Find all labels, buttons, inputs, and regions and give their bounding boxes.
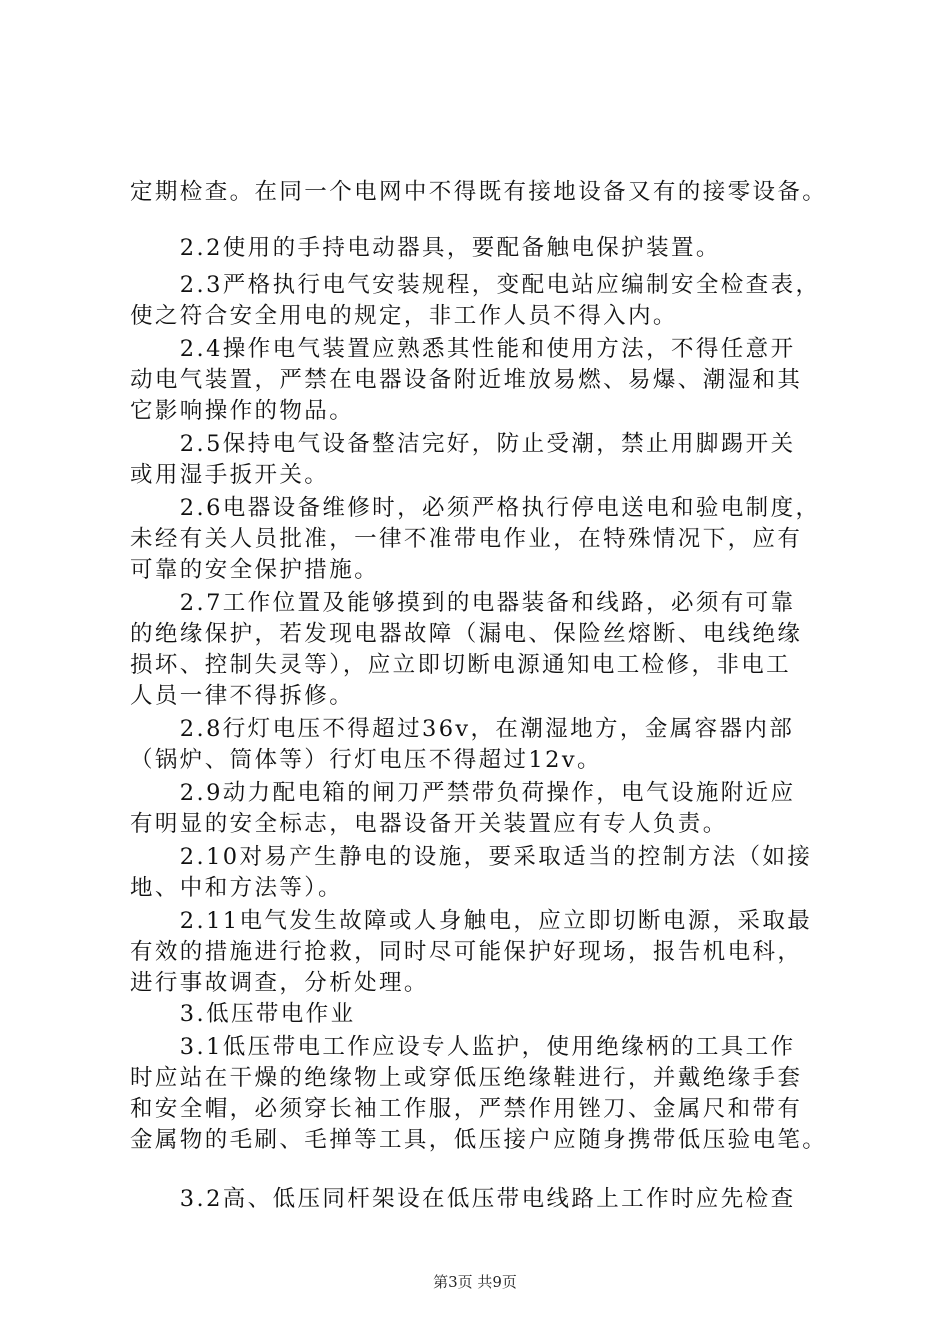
text-line: 时应站在干燥的绝缘物上或穿低压绝缘鞋进行，并戴绝缘手套 [130,1065,803,1091]
text-line: 2.8行灯电压不得超过36v，在潮湿地方，金属容器内部 [130,716,795,742]
text-line: 人员一律不得拆修。 [130,683,355,709]
text-line: 2.5保持电气设备整洁完好，防止受潮，禁止用脚踢开关 [130,431,796,457]
text-line: 2.11电气发生故障或人身触电，应立即切断电源，采取最 [130,908,813,934]
text-line: 可靠的安全保护措施。 [130,557,380,583]
text-line: 或用湿手扳开关。 [130,462,330,488]
text-line: 和安全帽，必须穿长袖工作服，严禁作用锉刀、金属尺和带有 [130,1096,803,1122]
text-line: 2.10对易产生静电的设施，要采取适当的控制方法（如接 [130,844,813,870]
text-line: 定期检查。在同一个电网中不得既有接地设备又有的接零设备。 [130,179,828,205]
text-line: 进行事故调查，分析处理。 [130,970,429,996]
text-line: 的绝缘保护，若发现电器故障（漏电、保险丝熔断、电线绝缘 [130,621,803,647]
text-line: 2.2使用的手持电动器具，要配备触电保护装置。 [130,235,721,261]
text-line: 3.2高、低压同杆架设在低压带电线路上工作时应先检查 [130,1186,796,1212]
text-line: 2.3严格执行电气安装规程，变配电站应编制安全检查表， [130,272,821,298]
section-heading: 3.低压带电作业 [130,1001,356,1027]
text-line: 3.1低压带电工作应设专人监护，使用绝缘柄的工具工作 [130,1034,796,1060]
text-line: 2.6电器设备维修时，必须严格执行停电送电和验电制度， [130,495,821,521]
page-number: 第3页 共9页 [433,1273,517,1291]
text-line: 损坏、控制失灵等），应立即切断电源通知电工检修，非电工 [130,652,792,678]
text-line: 使之符合安全用电的规定，非工作人员不得入内。 [130,303,678,329]
text-line: 2.7工作位置及能够摸到的电器装备和线路，必须有可靠 [130,590,796,616]
text-line: （锅炉、筒体等）行灯电压不得超过12v。 [130,747,602,773]
text-line: 有效的措施进行抢救，同时尽可能保护好现场，报告机电科， [130,939,803,965]
text-line: 地、中和方法等）。 [130,875,343,901]
text-line: 动电气装置，严禁在电器设备附近堆放易燃、易爆、潮湿和其 [130,367,803,393]
text-line: 金属物的毛刷、毛掸等工具，低压接户应随身携带低压验电笔。 [130,1127,828,1153]
text-line: 它影响操作的物品。 [130,398,355,424]
text-line: 有明显的安全标志，电器设备开关装置应有专人负责。 [130,811,728,837]
text-line: 2.4操作电气装置应熟悉其性能和使用方法，不得任意开 [130,336,796,362]
text-line: 未经有关人员批准，一律不准带电作业，在特殊情况下，应有 [130,526,803,552]
text-line: 2.9动力配电箱的闸刀严禁带负荷操作，电气设施附近应 [130,780,796,806]
